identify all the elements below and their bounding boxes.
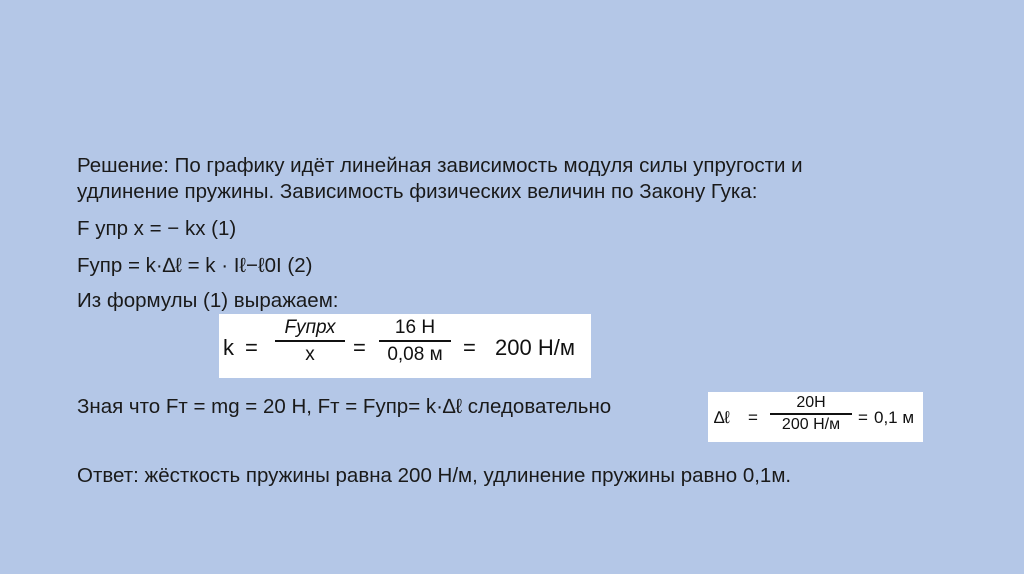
solution-text-line-2: удлинение пружины. Зависимость физических величин по Закону Гука: [77,180,758,203]
formula-dl-result: 0,1 м [874,408,915,427]
known-values-text: Зная что Fт = mg = 20 Н, Fт = Fупр= k·∆ℓ следовательно [77,395,612,418]
stiffness-formula [219,314,591,378]
formula-k-lhs: k [223,335,234,360]
hooke-law-equation-2: Fупр = k·∆ℓ = k · Iℓ−ℓ0I (2) [77,254,313,277]
formula-dl-numerator: 20Н [796,394,826,411]
formula-dl-fraction [770,395,852,433]
formula-dl-denominator: 200 Н/м [781,415,841,433]
hooke-law-equation-1: F упр x = − kx (1) [77,217,237,240]
formula-dl-lhs: ∆ℓ [714,408,730,427]
formula-k-equals-2: = [353,335,366,360]
formula-k-equals-3: = [463,335,476,360]
formula-k-fraction-1-numerator: Fупрх [284,317,336,338]
express-text: Из формулы (1) выражаем: [77,289,339,312]
formula-k-fraction-2 [379,318,451,364]
formula-k-fraction-2-numerator: 16 Н [394,317,436,338]
formula-dl-equals-2: = [858,408,868,427]
solution-text-line-1: Решение: По графику идёт линейная зависимость модуля силы упругости и [77,154,803,177]
answer-text: Ответ: жёсткость пружины равна 200 Н/м, удлинение пружины равно 0,1м. [77,464,792,487]
formula-k-fraction-1 [275,318,345,364]
formula-k-fraction-2-denominator: 0,08 м [387,344,443,365]
elongation-formula [708,392,923,442]
formula-k-fraction-1-denominator: x [305,344,315,365]
formula-k-result: 200 Н/м [495,335,575,360]
formula-dl-equals-1: = [748,408,758,427]
formula-k-equals-1: = [245,335,258,360]
